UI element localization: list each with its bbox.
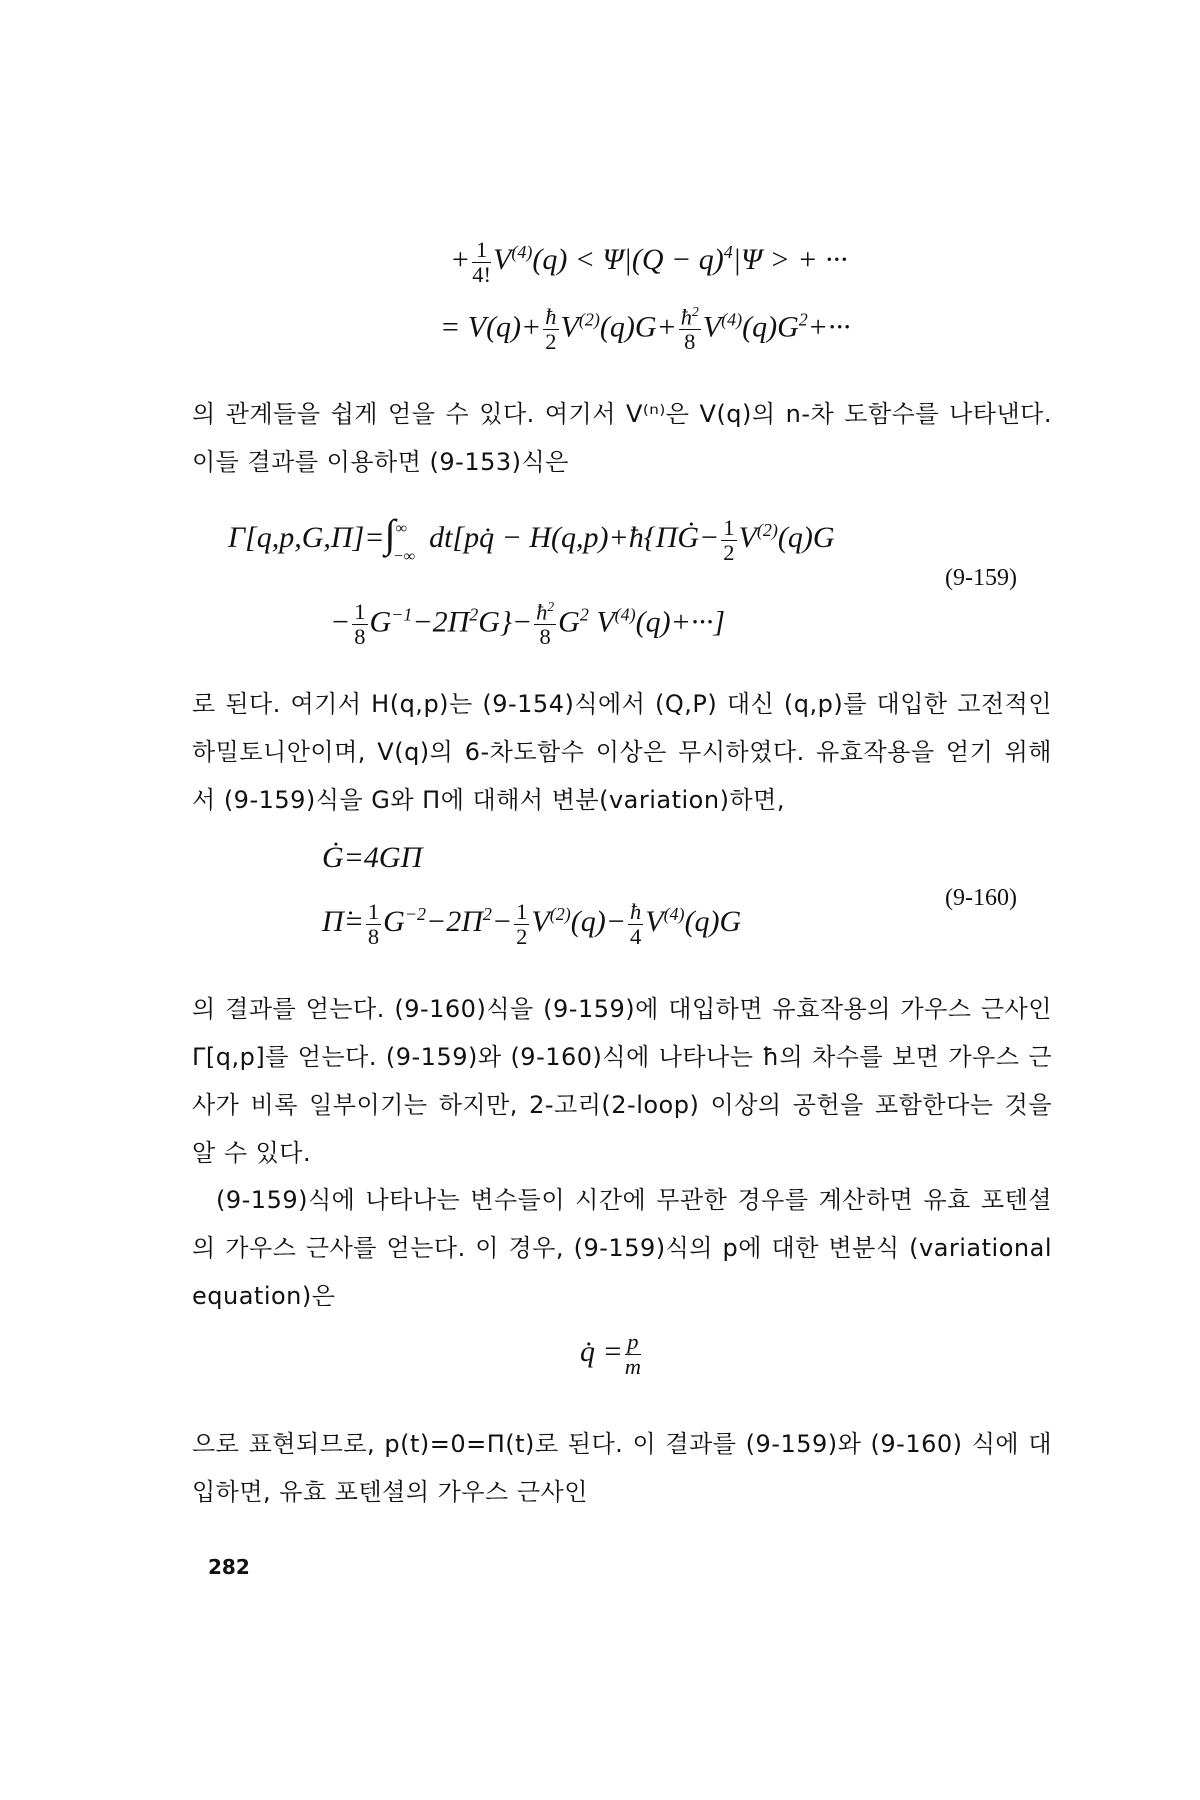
top-equation-line-2: = V(q)+ $\frac{ħ}{2}$ $V^{(2)}(q)G+$ $\frac{ħ^2}{8}$ $V^{(4)}(q)G^2+\cdot\cdot\cdot$ — [440, 304, 851, 355]
top-eq-line-1-text — [0, 0, 1, 1]
equation-q-dot: q̇ = $\frac{p}{m}$ — [580, 1329, 641, 1379]
equation-160-number: (9-160) — [945, 885, 1017, 911]
equation-160-line-2: Π̇= $\frac{1}{8}$ $G^{-2}-2\Pi^2-$ $\frac{1}{2}$ $V^{(2)}(q)-$ $\frac{ħ}{4}$ $V^{(4)}(q)G$ — [322, 899, 742, 949]
equation-160-line-1: Ġ=4GΠ — [322, 841, 423, 874]
equation-159-number: (9-159) — [945, 565, 1017, 591]
equation-159-line-2: − $\frac{1}{8}$ $G^{-1}-2\Pi^2G\}-$ $\frac{ħ^2}{8}$ $G^2$ $V^{(4)}(q)+\cdot\cdot\cdot$] — [330, 599, 726, 650]
page-number: 282 — [208, 1555, 250, 1579]
paragraph-2: 로 된다. 여기서 H(q,p)는 (9-154)식에서 (Q,P) 대신 (q,p)를 대입한 고전적인 하밀토니안이며, V(q)의 6-차도함수 이상은 무시하였다. 유효작용을 얻기 위해서 (9-159)식을 G와 Π에 대해서 변분(variation)하면, — [192, 690, 1052, 814]
paragraph-5: 으로 표현되므로, p(t)=0=Π(t)로 된다. 이 결과를 (9-159)와 (9-160) 식에 대입하면, 유효 포텐셜의 가우스 근사인 — [192, 1430, 1052, 1506]
top-equation-line-1: + $\frac{1}{4!}$ $V^{(4)}(q) < \Psi|(Q - q)^4|\Psi$ > + ··· — [450, 237, 848, 287]
paragraph-3: 의 결과를 얻는다. (9-160)식을 (9-159)에 대입하면 유효작용의 가우스 근사인 Γ[q,p]를 얻는다. (9-159)와 (9-160)식에 나타나는 ħ의 차수를 보면 가우스 근사가 비록 일부이기는 하지만, 2-고리(2-loop) 이상의 공헌을 포함한다는 것을 알 수 있다. — [192, 995, 1052, 1167]
equation-159-line-1: $\Gamma[q,p,G,\Pi]=\int^\infty_{-\infty}dt[pq̇$ − H(q,p)+ħ{ΠĠ− $\frac{1}{2}$ $V^{(2)}(q)G$ — [228, 511, 835, 565]
paragraph-4: (9-159)식에 나타나는 변수들이 시간에 무관한 경우를 계산하면 유효 포텐셜의 가우스 근사를 얻는다. 이 경우, (9-159)식의 p에 대한 변분식 (variational equation)은 — [192, 1186, 1052, 1310]
paragraph-1: 의 관계들을 쉽게 얻을 수 있다. 여기서 V⁽ⁿ⁾은 V(q)의 n-차 도함수를 나타낸다. 이들 결과를 이용하면 (9-153)식은 — [192, 400, 1052, 476]
